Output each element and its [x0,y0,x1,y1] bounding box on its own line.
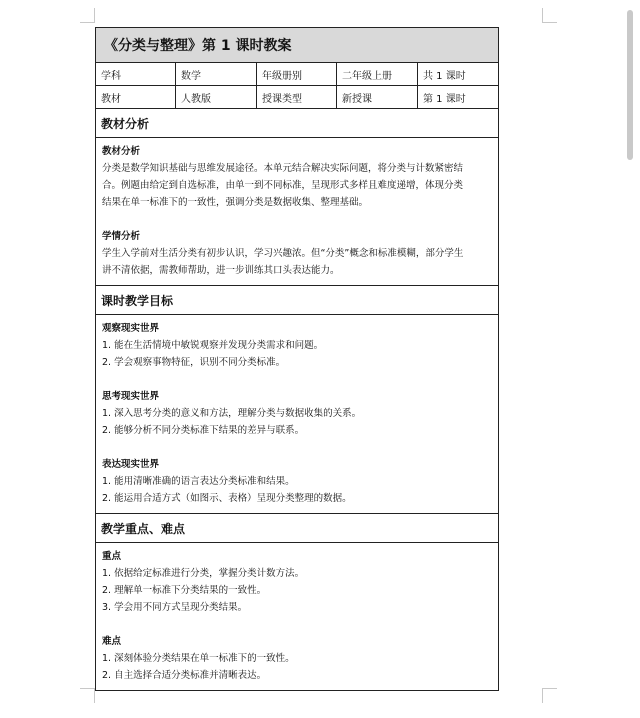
paragraph-line: 学生入学前对生活分类有初步认识，学习兴趣浓。但“分类”概念和标准模糊，部分学生 [102,248,464,259]
subheading: 观察现实世界 [102,323,160,334]
subheading: 教材分析 [102,146,141,157]
info-cell: 教材 [96,86,176,108]
crop-mark-bottom-left [80,688,95,703]
list-item: 2. 能够分析不同分类标准下结果的差异与联系。 [102,425,305,436]
info-cell: 授课类型 [257,86,337,108]
list-item: 1. 深刻体验分类结果在单一标准下的一致性。 [102,653,295,664]
info-cell: 人教版 [176,86,257,108]
section-heading-goals: 课时教学目标 [96,286,498,315]
list-item: 1. 能用清晰准确的语言表达分类标准和结果。 [102,476,295,487]
subheading: 重点 [102,551,122,562]
subheading: 思考现实世界 [102,391,160,402]
paragraph-line: 合。例题由给定到自选标准，由单一到不同标准，呈现形式多样且难度递增，体现分类 [102,180,464,191]
info-cell: 数学 [176,63,257,85]
list-item: 2. 自主选择合适分类标准并清晰表达。 [102,670,267,681]
subheading: 学情分析 [102,231,141,242]
info-cell: 共 1 课时 [423,70,466,82]
info-row-1 [96,63,498,86]
info-row-2 [96,86,498,109]
section-body-goals [96,315,498,514]
subheading: 表达现实世界 [102,459,160,470]
section-heading-keypoints: 教学重点、难点 [96,514,498,543]
crop-mark-top-right [542,8,557,23]
info-cell: 二年级上册 [337,63,418,85]
list-item: 2. 学会观察事物特征，识别不同分类标准。 [102,357,286,368]
paragraph-line: 结果在单一标准下的一致性，强调分类是数据收集、整理基础。 [102,197,369,208]
vertical-scrollbar[interactable] [626,10,634,700]
list-item: 1. 能在生活情境中敏锐观察并发现分类需求和问题。 [102,340,324,351]
info-cell: 学科 [96,63,176,85]
paragraph-line: 讲不清依据，需教师帮助，进一步训练其口头表达能力。 [102,265,340,276]
document-title: 《分类与整理》第 1 课时教案 [96,28,498,63]
list-item: 2. 理解单一标准下分类结果的一致性。 [102,585,267,596]
info-cell: 第 1 课时 [423,93,466,105]
section-heading-analysis: 教材分析 [96,109,498,138]
scrollbar-thumb[interactable] [627,10,633,160]
list-item: 1. 深入思考分类的意义和方法，理解分类与数据收集的关系。 [102,408,362,419]
subheading: 难点 [102,636,122,647]
lesson-plan-table [95,27,499,691]
paragraph-line: 分类是数学知识基础与思维发展途径。本单元结合解决实际问题，将分类与计数紧密结 [102,163,464,174]
list-item: 3. 学会用不同方式呈现分类结果。 [102,602,248,613]
section-body-analysis [96,138,498,286]
crop-mark-top-left [80,8,95,23]
crop-mark-bottom-right [542,688,557,703]
list-item: 2. 能运用合适方式（如图示、表格）呈现分类整理的数据。 [102,493,352,504]
info-cell: 新授课 [337,86,418,108]
list-item: 1. 依据给定标准进行分类，掌握分类计数方法。 [102,568,305,579]
info-cell: 年级册别 [257,63,337,85]
section-body-keypoints [96,543,498,690]
